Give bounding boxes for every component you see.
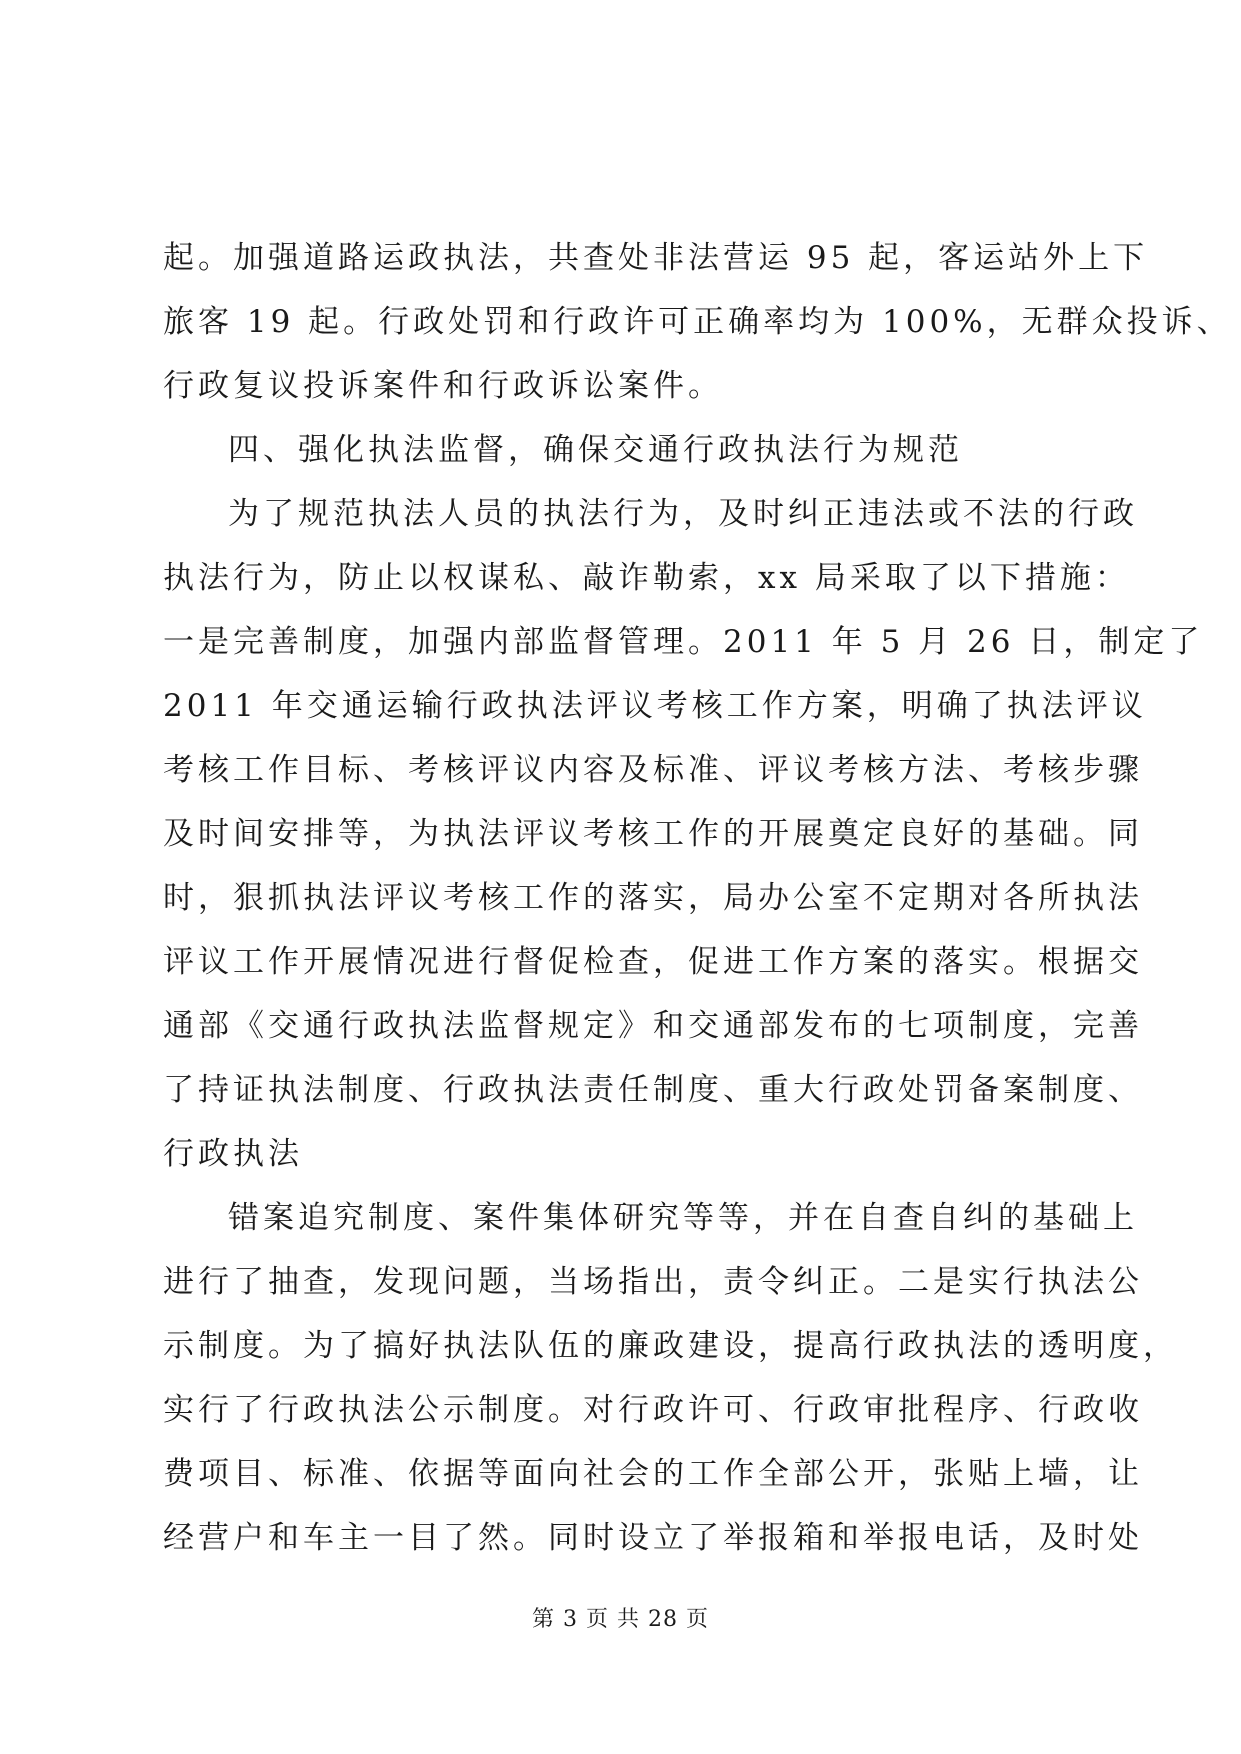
text-line-6: 执法行为，防止以权谋私、敲诈勒索，xx 局采取了以下措施： (163, 560, 1130, 596)
page-footer: 第 3 页 共 28 页 (532, 1607, 709, 1632)
text-line-21: 经营户和车主一目了然。同时设立了举报箱和举报电话，及时处 (163, 1520, 1143, 1556)
text-line-17: 进行了抽查，发现问题，当场指出，责令纠正。二是实行执法公 (163, 1264, 1143, 1300)
text-line-1: 起。加强道路运政执法，共查处非法营运 95 起，客运站外上下 (163, 240, 1149, 276)
text-line-19: 实行了行政执法公示制度。对行政许可、行政审批程序、行政收 (163, 1392, 1143, 1428)
text-line-8: 2011 年交通运输行政执法评议考核工作方案，明确了执法评议 (163, 688, 1147, 724)
text-line-12: 评议工作开展情况进行督促检查，促进工作方案的落实。根据交 (163, 944, 1143, 980)
text-line-3: 行政复议投诉案件和行政诉讼案件。 (163, 368, 723, 404)
text-line-2: 旅客 19 起。行政处罚和行政许可正确率均为 100%，无群众投诉、 (163, 304, 1232, 340)
text-line-9: 考核工作目标、考核评议内容及标准、评议考核方法、考核步骤 (163, 752, 1143, 788)
text-line-11: 时，狠抓执法评议考核工作的落实，局办公室不定期对各所执法 (163, 880, 1143, 916)
text-line-20: 费项目、标准、依据等面向社会的工作全部公开，张贴上墙，让 (163, 1456, 1143, 1492)
text-line-16: 错案追究制度、案件集体研究等等，并在自查自纠的基础上 (228, 1200, 1138, 1236)
text-line-5: 为了规范执法人员的执法行为，及时纠正违法或不法的行政 (228, 496, 1138, 532)
text-line-15: 行政执法 (163, 1136, 303, 1172)
text-line-14: 了持证执法制度、行政执法责任制度、重大行政处罚备案制度、 (163, 1072, 1143, 1108)
text-line-18: 示制度。为了搞好执法队伍的廉政建设，提高行政执法的透明度， (163, 1328, 1178, 1364)
section-heading: 四、强化执法监督，确保交通行政执法行为规范 (228, 432, 963, 468)
text-line-7: 一是完善制度，加强内部监督管理。2011 年 5 月 26 日，制定了 (163, 624, 1204, 660)
text-line-10: 及时间安排等，为执法评议考核工作的开展奠定良好的基础。同 (163, 816, 1143, 852)
text-line-13: 通部《交通行政执法监督规定》和交通部发布的七项制度，完善 (163, 1008, 1143, 1044)
